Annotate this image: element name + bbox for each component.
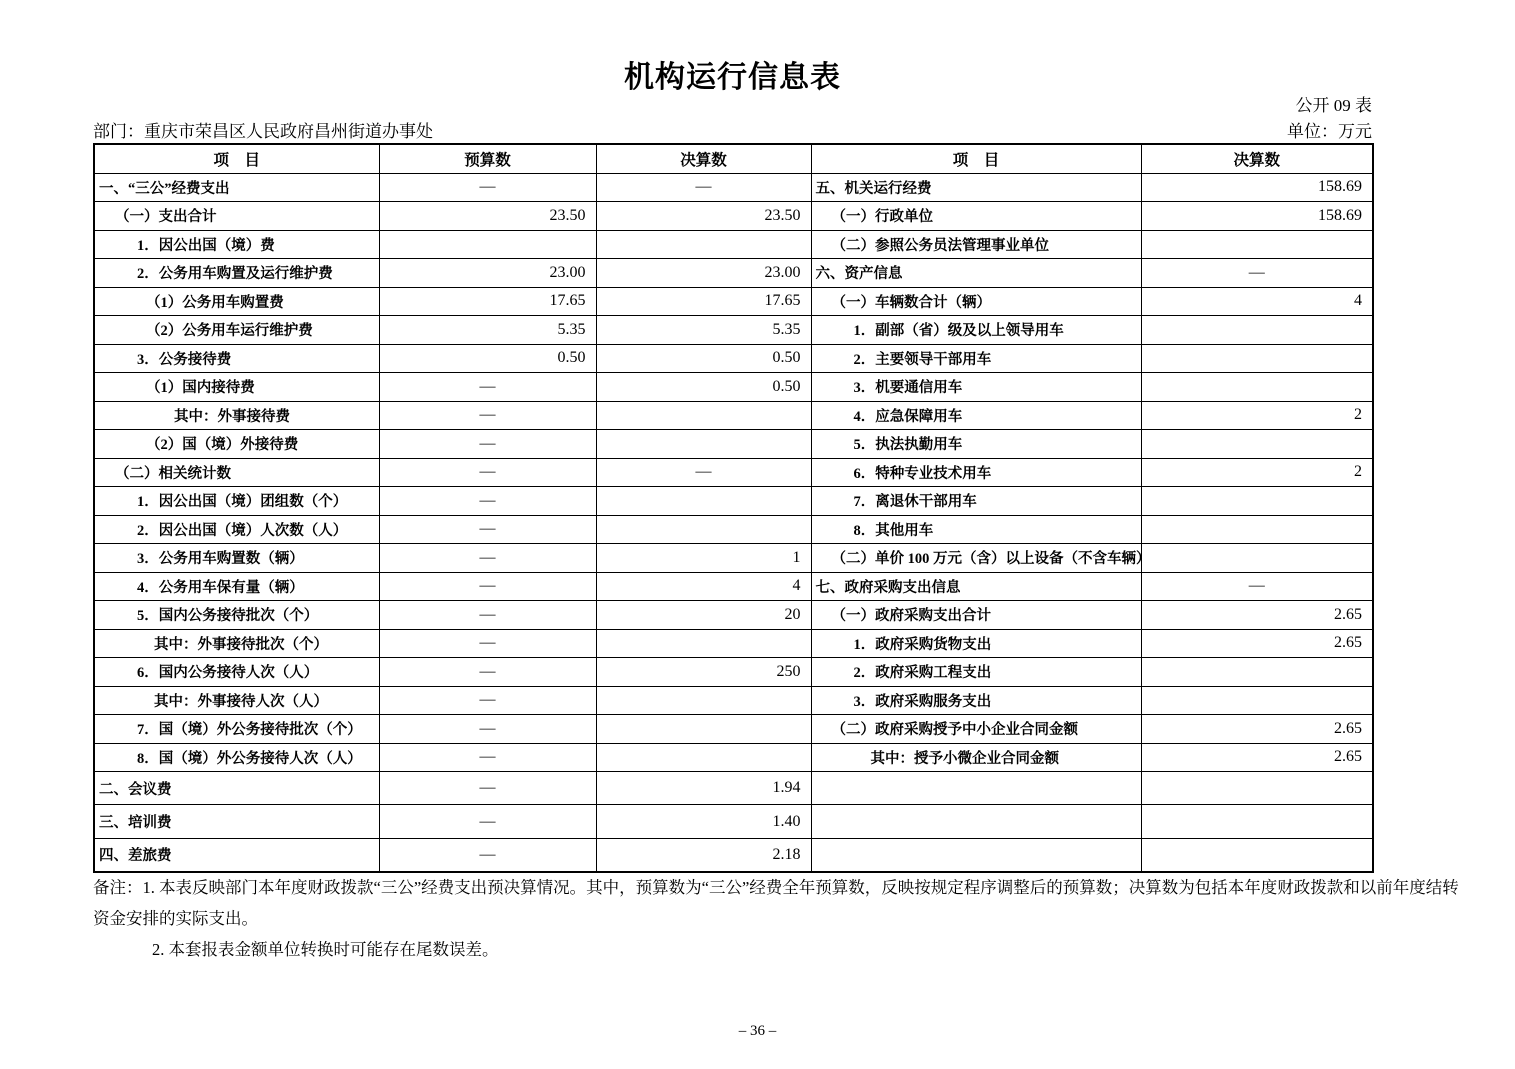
- table-row: [94, 772, 1373, 805]
- final-value-right: 158.69: [1141, 173, 1373, 202]
- info-table: [93, 143, 1374, 873]
- department-label: 部门：重庆市荣昌区人民政府昌州街道办事处: [93, 122, 433, 141]
- final-value-right: 2.65: [1141, 629, 1373, 658]
- table-row: [94, 202, 1373, 231]
- row-label-right: 5．执法执勤用车: [811, 430, 1141, 459]
- final-value-left: 1.40: [596, 805, 811, 838]
- row-label-left: 四、差旅费: [94, 838, 379, 871]
- table-row: [94, 316, 1373, 345]
- header-item-left: 项 目: [94, 144, 379, 173]
- form-code-label: 公开 09 表: [1295, 96, 1372, 115]
- final-value-right: [1141, 344, 1373, 373]
- header-row: [94, 144, 1373, 173]
- final-value-left: 2.18: [596, 838, 811, 871]
- row-label-left: 5．国内公务接待批次（个）: [94, 601, 379, 630]
- row-label-right: 3．机要通信用车: [811, 373, 1141, 402]
- table-row: [94, 743, 1373, 772]
- budget-value: —: [379, 838, 596, 871]
- row-label-left: 其中：外事接待批次（个）: [94, 629, 379, 658]
- row-label-right: [811, 838, 1141, 871]
- final-value-right: 158.69: [1141, 202, 1373, 231]
- row-label-right: （一）政府采购支出合计: [811, 601, 1141, 630]
- row-label-left: （一）支出合计: [94, 202, 379, 231]
- row-label-left: 1．因公出国（境）团组数（个）: [94, 487, 379, 516]
- row-label-left: 其中：外事接待费: [94, 401, 379, 430]
- final-value-right: [1141, 487, 1373, 516]
- note-line: 2. 本套报表金额单位转换时可能存在尾数误差。: [152, 940, 499, 959]
- final-value-left: 0.50: [596, 344, 811, 373]
- budget-value: —: [379, 743, 596, 772]
- final-value-left: [596, 401, 811, 430]
- row-label-right: 1．副部（省）级及以上领导用车: [811, 316, 1141, 345]
- row-label-left: 2．公务用车购置及运行维护费: [94, 259, 379, 288]
- row-label-right: （一）行政单位: [811, 202, 1141, 231]
- final-value-right: [1141, 230, 1373, 259]
- page-title: 机构运行信息表: [624, 61, 841, 94]
- table-row: [94, 658, 1373, 687]
- note-line: 资金安排的实际支出。: [93, 909, 258, 928]
- budget-value: —: [379, 430, 596, 459]
- final-value-left: —: [596, 458, 811, 487]
- budget-value: —: [379, 487, 596, 516]
- row-label-right: 8．其他用车: [811, 515, 1141, 544]
- row-label-right: 6．特种专业技术用车: [811, 458, 1141, 487]
- note-line: 备注：1. 本表反映部门本年度财政拨款“三公”经费支出预决算情况。其中，预算数为“三公”经费全年预算数，反映按规定程序调整后的预算数；决算数为包括本年度财政拨款和以前年度结转: [93, 878, 1459, 897]
- row-label-right: （一）车辆数合计（辆）: [811, 287, 1141, 316]
- final-value-right: [1141, 805, 1373, 838]
- row-label-right: [811, 805, 1141, 838]
- final-value-left: [596, 430, 811, 459]
- final-value-right: [1141, 544, 1373, 573]
- row-label-left: 7．国（境）外公务接待批次（个）: [94, 715, 379, 744]
- budget-value: 5.35: [379, 316, 596, 345]
- final-value-right: [1141, 515, 1373, 544]
- final-value-left: 23.50: [596, 202, 811, 231]
- budget-value: 23.50: [379, 202, 596, 231]
- row-label-left: （2）公务用车运行维护费: [94, 316, 379, 345]
- final-value-left: 0.50: [596, 373, 811, 402]
- row-label-left: 6．国内公务接待人次（人）: [94, 658, 379, 687]
- final-value-left: [596, 743, 811, 772]
- row-label-right: 4．应急保障用车: [811, 401, 1141, 430]
- budget-value: —: [379, 601, 596, 630]
- header-budget: 预算数: [379, 144, 596, 173]
- table-row: [94, 629, 1373, 658]
- final-value-right: [1141, 430, 1373, 459]
- final-value-right: 4: [1141, 287, 1373, 316]
- final-value-left: 1: [596, 544, 811, 573]
- final-value-left: 1.94: [596, 772, 811, 805]
- notes: [93, 872, 1513, 965]
- table-row: [94, 715, 1373, 744]
- row-label-left: （1）国内接待费: [94, 373, 379, 402]
- final-value-right: [1141, 838, 1373, 871]
- row-label-left: 二、会议费: [94, 772, 379, 805]
- table-row: [94, 458, 1373, 487]
- budget-value: —: [379, 173, 596, 202]
- row-label-left: （2）国（境）外接待费: [94, 430, 379, 459]
- table-row: [94, 544, 1373, 573]
- budget-value: —: [379, 629, 596, 658]
- budget-value: —: [379, 515, 596, 544]
- row-label-left: 三、培训费: [94, 805, 379, 838]
- row-label-left: 3．公务用车购置数（辆）: [94, 544, 379, 573]
- budget-value: —: [379, 458, 596, 487]
- final-value-right: 2.65: [1141, 715, 1373, 744]
- final-value-right: 2.65: [1141, 743, 1373, 772]
- table-row: [94, 487, 1373, 516]
- table-row: [94, 344, 1373, 373]
- unit-label: 单位：万元: [1287, 122, 1372, 141]
- final-value-left: [596, 715, 811, 744]
- table-row: [94, 430, 1373, 459]
- table-row: [94, 838, 1373, 871]
- final-value-left: 250: [596, 658, 811, 687]
- row-label-right: 2．主要领导干部用车: [811, 344, 1141, 373]
- final-value-right: 2: [1141, 401, 1373, 430]
- budget-value: —: [379, 572, 596, 601]
- final-value-left: [596, 515, 811, 544]
- final-value-right: —: [1141, 572, 1373, 601]
- table-row: [94, 601, 1373, 630]
- final-value-right: [1141, 772, 1373, 805]
- row-label-left: 1．因公出国（境）费: [94, 230, 379, 259]
- table-row: [94, 686, 1373, 715]
- row-label-right: （二）参照公务员法管理事业单位: [811, 230, 1141, 259]
- budget-value: —: [379, 715, 596, 744]
- row-label-right: 3．政府采购服务支出: [811, 686, 1141, 715]
- budget-value: [379, 230, 596, 259]
- row-label-left: 2．因公出国（境）人次数（人）: [94, 515, 379, 544]
- table-row: [94, 173, 1373, 202]
- final-value-left: [596, 686, 811, 715]
- row-label-right: 七、政府采购支出信息: [811, 572, 1141, 601]
- row-label-left: 一、“三公”经费支出: [94, 173, 379, 202]
- row-label-left: （二）相关统计数: [94, 458, 379, 487]
- row-label-right: 五、机关运行经费: [811, 173, 1141, 202]
- final-value-left: 17.65: [596, 287, 811, 316]
- final-value-left: [596, 629, 811, 658]
- final-value-right: 2.65: [1141, 601, 1373, 630]
- budget-value: —: [379, 805, 596, 838]
- final-value-right: 2: [1141, 458, 1373, 487]
- row-label-left: （1）公务用车购置费: [94, 287, 379, 316]
- header-item-right: 项 目: [811, 144, 1141, 173]
- final-value-left: 5.35: [596, 316, 811, 345]
- row-label-left: 其中：外事接待人次（人）: [94, 686, 379, 715]
- table-row: [94, 259, 1373, 288]
- row-label-right: 其中：授予小微企业合同金额: [811, 743, 1141, 772]
- budget-value: 17.65: [379, 287, 596, 316]
- budget-value: —: [379, 373, 596, 402]
- final-value-left: 23.00: [596, 259, 811, 288]
- row-label-left: 8．国（境）外公务接待人次（人）: [94, 743, 379, 772]
- table-row: [94, 572, 1373, 601]
- budget-value: 23.00: [379, 259, 596, 288]
- final-value-left: 20: [596, 601, 811, 630]
- final-value-left: 4: [596, 572, 811, 601]
- row-label-right: 7．离退休干部用车: [811, 487, 1141, 516]
- table-row: [94, 373, 1373, 402]
- final-value-left: —: [596, 173, 811, 202]
- page-number: – 36 –: [738, 1023, 777, 1039]
- budget-value: —: [379, 772, 596, 805]
- table-row: [94, 515, 1373, 544]
- final-value-right: —: [1141, 259, 1373, 288]
- table-row: [94, 805, 1373, 838]
- row-label-left: 3．公务接待费: [94, 344, 379, 373]
- table-row: [94, 401, 1373, 430]
- row-label-right: （二）单价 100 万元（含）以上设备（不含车辆）: [811, 544, 1141, 573]
- final-value-right: [1141, 686, 1373, 715]
- header-final-right: 决算数: [1141, 144, 1373, 173]
- budget-value: —: [379, 401, 596, 430]
- final-value-left: [596, 487, 811, 516]
- table-row: [94, 287, 1373, 316]
- row-label-right: [811, 772, 1141, 805]
- row-label-right: 六、资产信息: [811, 259, 1141, 288]
- row-label-right: 2．政府采购工程支出: [811, 658, 1141, 687]
- final-value-right: [1141, 373, 1373, 402]
- final-value-right: [1141, 658, 1373, 687]
- budget-value: —: [379, 686, 596, 715]
- row-label-right: （二）政府采购授予中小企业合同金额: [811, 715, 1141, 744]
- budget-value: 0.50: [379, 344, 596, 373]
- header-final-left: 决算数: [596, 144, 811, 173]
- row-label-left: 4．公务用车保有量（辆）: [94, 572, 379, 601]
- budget-value: —: [379, 658, 596, 687]
- table-row: [94, 230, 1373, 259]
- budget-value: —: [379, 544, 596, 573]
- row-label-right: 1．政府采购货物支出: [811, 629, 1141, 658]
- final-value-left: [596, 230, 811, 259]
- meta-row: [93, 117, 1372, 142]
- final-value-right: [1141, 316, 1373, 345]
